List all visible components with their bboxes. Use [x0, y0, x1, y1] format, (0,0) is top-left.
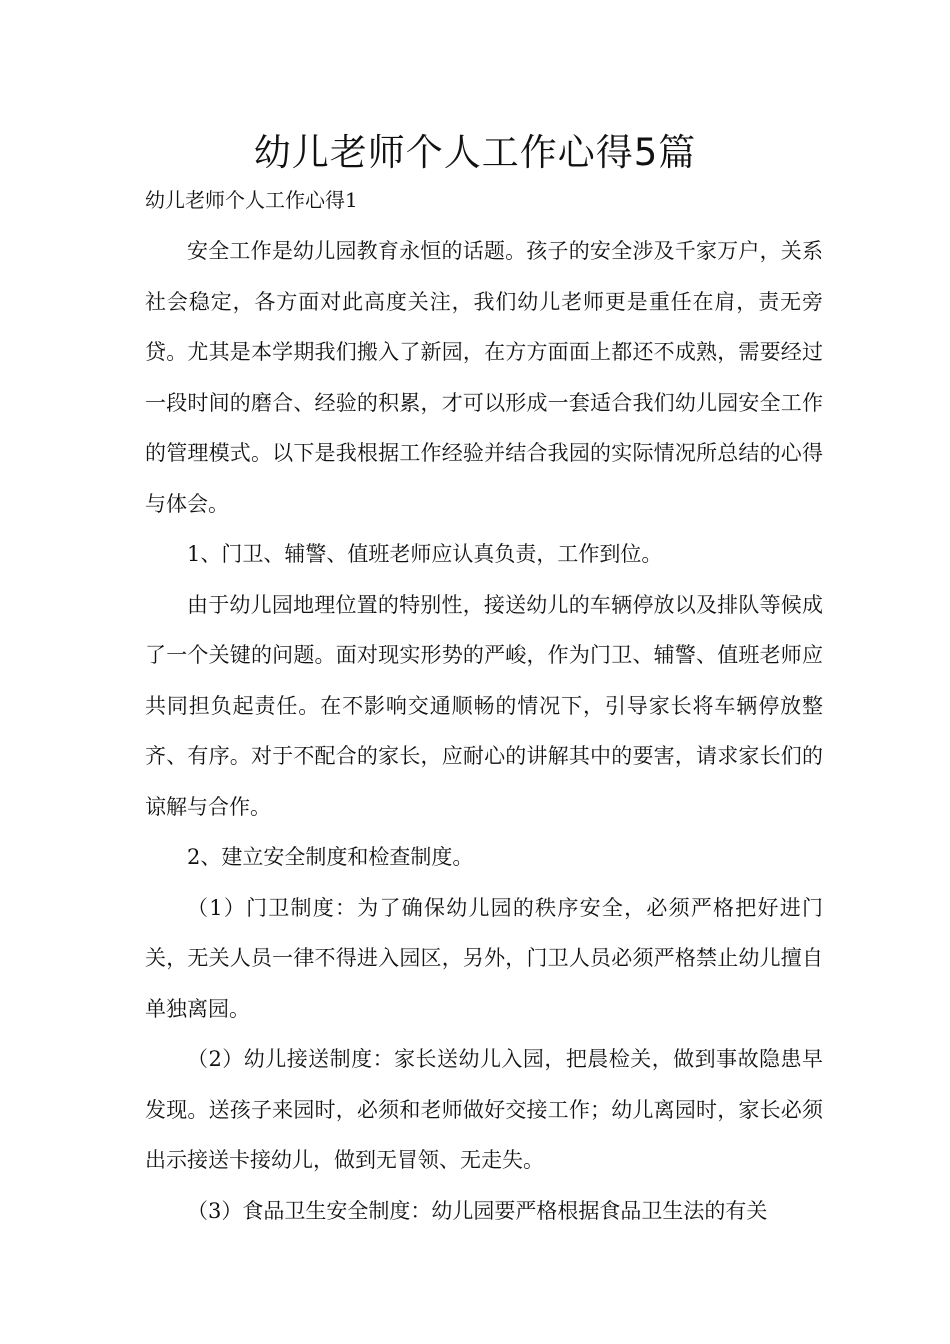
document-body: [145, 226, 823, 1236]
paragraph-point-1-detail: 由于幼儿园地理位置的特别性，接送幼儿的车辆停放以及排队等候成了一个关键的问题。面对现实形势的严峻，作为门卫、辅警、值班老师应共同担负起责任。在不影响交通顺畅的情况下，引导家长将车辆停放整齐、有序。对于不配合的家长，应耐心的讲解其中的要害，请求家长们的谅解与合作。: [145, 592, 823, 819]
section-subheading: 幼儿老师个人工作心得1: [145, 188, 358, 212]
paragraph-point-1: 1、门卫、辅警、值班老师应认真负责，工作到位。: [187, 542, 663, 566]
document-title: 幼儿老师个人工作心得5篇: [253, 131, 697, 174]
paragraph-rule-1: （1）门卫制度：为了确保幼儿园的秩序安全，必须严格把好进门关，无关人员一律不得进入园区，另外，门卫人员必须严格禁止幼儿擅自单独离园。: [145, 895, 823, 1021]
paragraph-point-2: 2、建立安全制度和检查制度。: [187, 845, 474, 869]
paragraph-intro: 安全工作是幼儿园教育永恒的话题。孩子的安全涉及千家万户，关系社会稳定，各方面对此高度关注，我们幼儿老师更是重任在肩，责无旁贷。尤其是本学期我们搬入了新园，在方方面面上都还不成熟，需要经过一段时间的磨合、经验的积累，才可以形成一套适合我们幼儿园安全工作的管理模式。以下是我根据工作经验并结合我园的实际情况所总结的心得与体会。: [145, 239, 823, 516]
paragraph-rule-3: （3）食品卫生安全制度：幼儿园要严格根据食品卫生法的有关: [187, 1198, 768, 1223]
paragraph-rule-2: （2）幼儿接送制度：家长送幼儿入园，把晨检关，做到事故隐患早发现。送孩子来园时，必须和老师做好交接工作；幼儿离园时，家长必须出示接送卡接幼儿，做到无冒领、无走失。: [145, 1047, 823, 1172]
